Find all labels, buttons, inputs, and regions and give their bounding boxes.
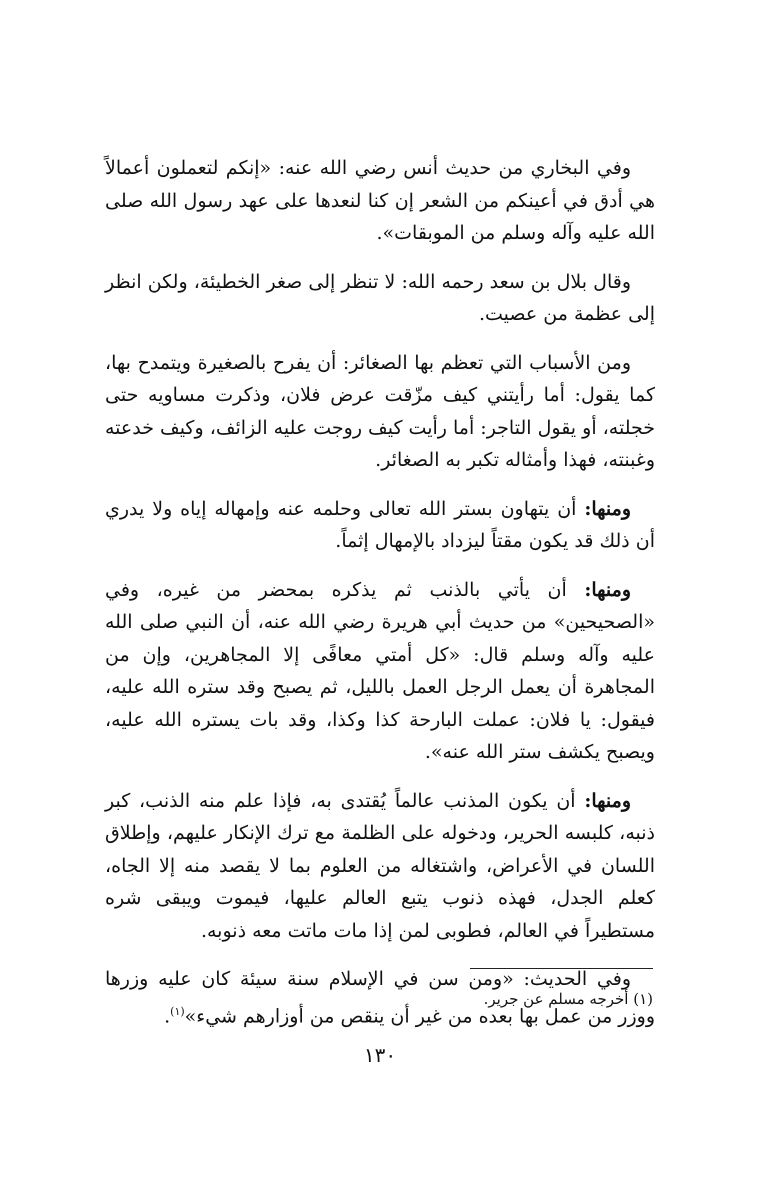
paragraph-lead: ومنها:: [584, 789, 631, 812]
paragraph-text: أن يكون المذنب عالماً يُقتدى به، فإذا علم منه الذنب، كبر ذنبه، كلبسه الحرير، ودخوله على الظلمة مع ترك الإنكار عليهم، وإطلاق اللسان في الأعراض، واشتغاله من العلوم بما لا يقصد منه إلا الجاه، كعلم الجدل، فهذه ذنوب يتبع العالم عليها، فيموت ويبقى شره مستطيراً في العالم، فطوبى لمن إذا مات ماتت معه ذنوبه.: [105, 789, 655, 942]
paragraph-6: [105, 785, 655, 948]
page-number: ١٣٠: [363, 1043, 397, 1067]
paragraph-text: وفي الحديث: «ومن سن في الإسلام سنة سيئة كان عليه وزرها ووزر من عمل بها بعده من غير أن ينقص من أوزارهم شيء»: [105, 968, 655, 1027]
paragraph-text: وقال بلال بن سعد رحمه الله: لا تنظر إلى صغر الخطيئة، ولكن انظر إلى عظمة من عصيت.: [105, 270, 655, 325]
paragraph-lead: ومنها:: [584, 578, 631, 601]
page-body: [105, 152, 655, 1048]
paragraph-5: [105, 574, 655, 769]
footnote-divider: [470, 968, 653, 969]
paragraph-text: وفي البخاري من حديث أنس رضي الله عنه: «إنكم لتعملون أعمالاً هي أدق في أعينكم من الشعر إن كنا لنعدها على عهد رسول الله صلى الله عليه وآله وسلم من الموبقات».: [105, 157, 655, 244]
footnote: (١) أخرجه مسلم عن جرير.: [483, 990, 653, 1008]
paragraph-text: ومن الأسباب التي تعظم بها الصغائر: أن يفرح بالصغيرة ويتمدح بها، كما يقول: أما رأيتني كيف مزّقت عرض فلان، وذكرت مساويه حتى خجلته، أو يقول التاجر: أما رأيت كيف روجت عليه الزائف، وكيف خدعته وغبنته، فهذا وأمثاله تكبر به الصغائر.: [105, 351, 655, 471]
paragraph-3: [105, 347, 655, 477]
paragraph-lead: ومنها:: [584, 497, 631, 520]
paragraph-tail: .: [164, 1004, 171, 1027]
footnote-marker: (١): [170, 1004, 185, 1018]
paragraph-2: [105, 266, 655, 331]
paragraph-4: [105, 493, 655, 558]
paragraph-1: [105, 152, 655, 250]
paragraph-text: أن يتهاون بستر الله تعالى وحلمه عنه وإمهاله إياه ولا يدري أن ذلك قد يكون مقتاً ليزداد بالإمهال إثماً.: [105, 497, 655, 552]
paragraph-text: أن يأتي بالذنب ثم يذكره بمحضر من غيره، وفي «الصحيحين» من حديث أبي هريرة رضي الله عنه، أن النبي صلى الله عليه وآله وسلم قال: «كل أمتي معافًى إلا المجاهرين، وإن من المجاهرة أن يعمل الرجل العمل بالليل، ثم يصبح وقد ستره الله عليه، فيقول: يا فلان: عملت البارحة كذا وكذا، وقد بات يستره الله عليه، ويصبح يكشف ستر الله عنه».: [105, 578, 655, 763]
